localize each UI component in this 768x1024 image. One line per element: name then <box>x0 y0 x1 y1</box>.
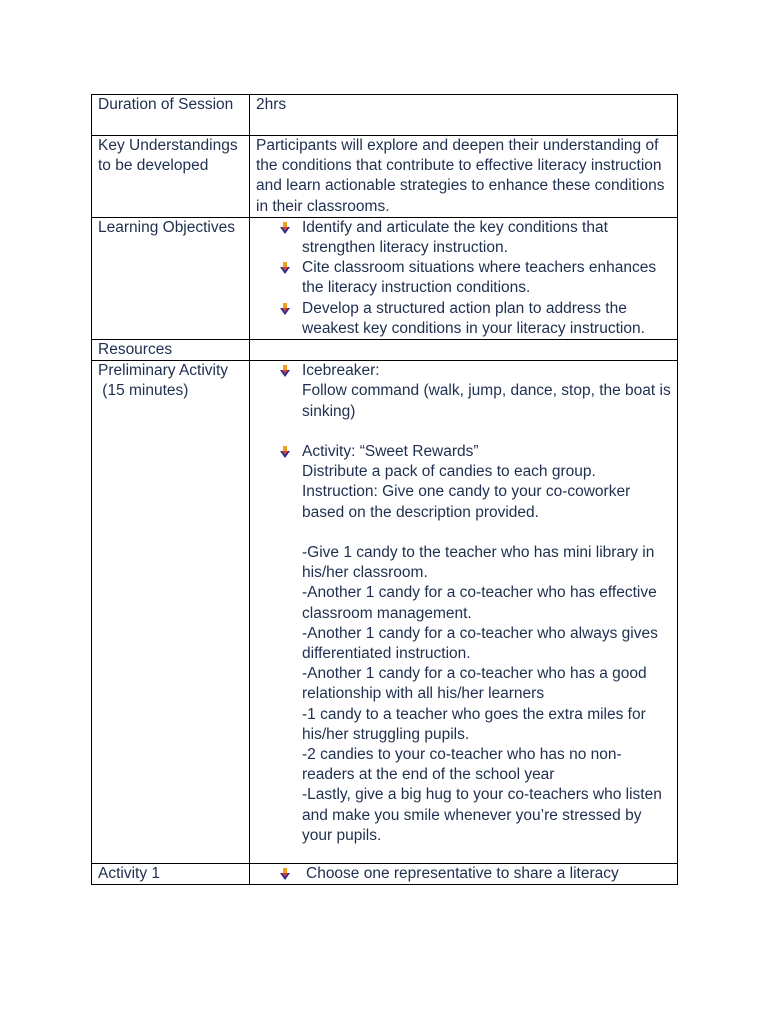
icebreaker-text: Follow command (walk, jump, dance, stop, the boat is sinking) <box>302 382 671 420</box>
candy-line: -Lastly, give a big hug to your co-teachers who listen and make you smile whenever you’re stressed by your pupils. <box>302 786 662 844</box>
preliminary-duration: (15 minutes) <box>98 382 189 400</box>
resources-value <box>250 340 678 361</box>
arrow-down-bullet-icon <box>280 868 290 880</box>
list-item <box>302 361 672 442</box>
duration-value: 2hrs <box>250 95 678 136</box>
resources-row <box>92 340 678 361</box>
candy-line: -2 candies to your co-teacher who has no non-readers at the end of the school year <box>302 746 622 784</box>
objectives-list <box>256 218 672 339</box>
list-item: Cite classroom situations where teachers enhances the literacy instruction conditions. <box>302 258 672 298</box>
key-understandings-value: Participants will explore and deepen their understanding of the conditions that contribute to effective literacy instruction and learn actionable strategies to enhance these conditions in their classrooms. <box>250 136 678 218</box>
icebreaker-title: Icebreaker: <box>302 362 380 380</box>
activity1-cell <box>250 864 678 885</box>
preliminary-label <box>92 361 250 864</box>
arrow-down-bullet-icon <box>280 365 290 377</box>
activity1-label: Activity 1 <box>92 864 250 885</box>
key-understandings-label: Key Understandings to be developed <box>92 136 250 218</box>
learning-objectives-cell <box>250 217 678 339</box>
arrow-down-bullet-icon <box>280 262 290 274</box>
learning-objectives-row <box>92 217 678 339</box>
duration-label: Duration of Session <box>92 95 250 136</box>
candy-line: -1 candy to a teacher who goes the extra miles for his/her struggling pupils. <box>302 705 646 743</box>
preliminary-title: Preliminary Activity <box>98 362 229 380</box>
list-item: Choose one representative to share a literacy <box>302 864 672 884</box>
candy-line: -Another 1 candy for a co-teacher who always gives differentiated instruction. <box>302 624 658 663</box>
list-item <box>302 442 672 846</box>
activity-line: Instruction: Give one candy to your co-coworker based on the description provided. <box>302 483 631 521</box>
resources-label: Resources <box>92 340 250 361</box>
preliminary-list <box>256 361 672 846</box>
candy-line: -Give 1 candy to the teacher who has mini library in his/her classroom. <box>302 544 655 582</box>
key-understandings-row <box>92 136 678 218</box>
learning-objectives-label: Learning Objectives <box>92 217 250 339</box>
activity-line: Distribute a pack of candies to each group. <box>302 463 596 481</box>
activity-title: Activity: “Sweet Rewards” <box>302 443 479 461</box>
arrow-down-bullet-icon <box>280 303 290 315</box>
arrow-down-bullet-icon <box>280 222 290 234</box>
activity1-row <box>92 864 678 885</box>
list-item: Develop a structured action plan to address the weakest key conditions in your literacy instruction. <box>302 299 672 339</box>
preliminary-cell <box>250 361 678 864</box>
duration-row <box>92 95 678 136</box>
preliminary-activity-row <box>92 361 678 864</box>
session-plan-table <box>91 94 678 885</box>
candy-line: -Another 1 candy for a co-teacher who has effective classroom management. <box>302 584 657 622</box>
list-item: Identify and articulate the key conditions that strengthen literacy instruction. <box>302 218 672 258</box>
activity1-list <box>256 864 672 884</box>
candy-line: -Another 1 candy for a co-teacher who has a good relationship with all his/her learners <box>302 665 647 703</box>
arrow-down-bullet-icon <box>280 446 290 458</box>
